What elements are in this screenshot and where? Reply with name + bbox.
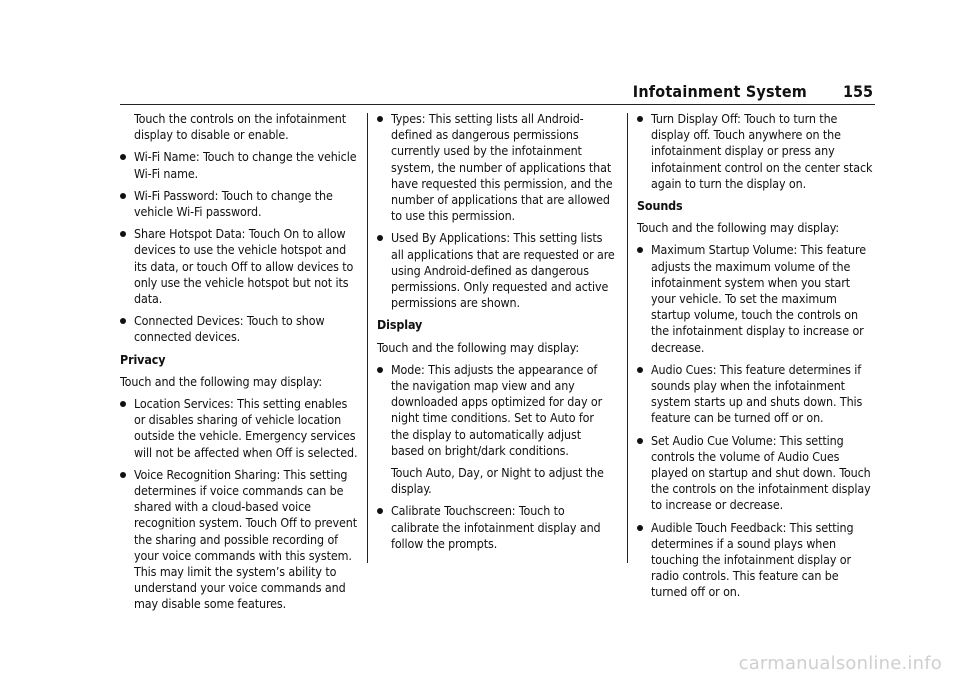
list-item: Wi-Fi Name: Touch to change the vehicle Wi-Fi name. bbox=[120, 149, 358, 181]
bullet-icon bbox=[637, 525, 643, 531]
column-divider-1 bbox=[367, 113, 368, 563]
page-header bbox=[120, 78, 875, 104]
sounds-heading: Sounds bbox=[637, 198, 683, 214]
column-divider-2 bbox=[627, 113, 628, 563]
lead-text: Touch and the following may display: bbox=[120, 373, 322, 389]
header-divider bbox=[120, 104, 875, 105]
bullet-icon bbox=[377, 116, 383, 122]
list-item: Share Hotspot Data: Touch On to allow devices to use the vehicle hotspot and its data, or touch Off to allow devices to only use the vehicle hotspot but not its data. bbox=[120, 226, 358, 307]
bullet-icon bbox=[377, 235, 383, 241]
bullet-icon bbox=[120, 401, 126, 407]
bullet-icon bbox=[120, 193, 126, 199]
lead-text: Touch and the following may display: bbox=[637, 220, 839, 236]
watermark: carmanualsonline.info bbox=[738, 653, 942, 674]
privacy-heading: Privacy bbox=[120, 351, 166, 367]
display-heading: Display bbox=[377, 317, 423, 333]
section-title: Infotainment System bbox=[632, 82, 807, 101]
bullet-icon bbox=[120, 154, 126, 160]
list-item: Types: This setting lists all Android-defined as dangerous permissions currently used by the infotainment system, the number of applications that have requested this permission, and the number of applications that are allowed to use this permission. bbox=[377, 111, 615, 224]
list-item: Turn Display Off: Touch to turn the display off. Touch anywhere on the infotainment display or press any infotainment control on the center stack again to turn the display on. bbox=[637, 111, 875, 192]
bullet-icon bbox=[637, 116, 643, 122]
list-item: Set Audio Cue Volume: This setting controls the volume of Audio Cues played on startup and shut down. Touch the controls on the infotainment display to increase or decrease. bbox=[637, 433, 875, 514]
list-item: Wi-Fi Password: Touch to change the vehicle Wi-Fi password. bbox=[120, 188, 358, 220]
bullet-icon bbox=[120, 231, 126, 237]
list-item: Audio Cues: This feature determines if sounds play when the infotainment system starts up and shuts down. This feature can be turned off or on. bbox=[637, 362, 875, 427]
bullet-icon bbox=[120, 318, 126, 324]
list-item: Calibrate Touchscreen: Touch to calibrate the infotainment display and follow the prompts. bbox=[377, 503, 615, 552]
list-item: Audible Touch Feedback: This setting determines if a sound plays when touching the infotainment display or radio controls. This feature can be turned off or on. bbox=[637, 520, 875, 601]
list-item: Used By Applications: This setting lists all applications that are requested or are using Android-defined as dangerous permissions. Only requested and active permissions are shown. bbox=[377, 230, 615, 311]
column-2 bbox=[377, 111, 615, 558]
list-item: Voice Recognition Sharing: This setting determines if voice commands can be shared with a cloud-based voice recognition system. Touch Off to prevent the sharing and possible recording of your voice commands with this system. This may limit the system’s ability to understand your voice commands and may disable some features. bbox=[120, 467, 358, 613]
bullet-icon bbox=[637, 438, 643, 444]
lead-text: Touch and the following may display: bbox=[377, 339, 579, 355]
page-number: 155 bbox=[842, 82, 873, 101]
bullet-icon bbox=[377, 367, 383, 373]
list-item: Location Services: This setting enables or disables sharing of vehicle location outside the vehicle. Emergency services will not be affected when Off is selected. bbox=[120, 396, 358, 461]
list-item: Connected Devices: Touch to show connected devices. bbox=[120, 313, 358, 345]
bullet-icon bbox=[637, 367, 643, 373]
list-item: Mode: This adjusts the appearance of the navigation map view and any downloaded apps optimized for day or night time conditions. Set to Auto for the display to automatically adjust based on bright/dark conditions. bbox=[377, 362, 615, 459]
bullet-icon bbox=[120, 472, 126, 478]
bullet-icon bbox=[377, 508, 383, 514]
mode-subtext: Touch Auto, Day, or Night to adjust the display. bbox=[391, 465, 604, 497]
intro-text: Touch the controls on the infotainment display to disable or enable. bbox=[134, 111, 346, 143]
column-3 bbox=[637, 111, 875, 607]
bullet-icon bbox=[637, 247, 643, 253]
column-1 bbox=[120, 111, 358, 619]
list-item: Maximum Startup Volume: This feature adjusts the maximum volume of the infotainment system when you start your vehicle. To set the maximum startup volume, touch the controls on the infotainment display to increase or decrease. bbox=[637, 242, 875, 355]
